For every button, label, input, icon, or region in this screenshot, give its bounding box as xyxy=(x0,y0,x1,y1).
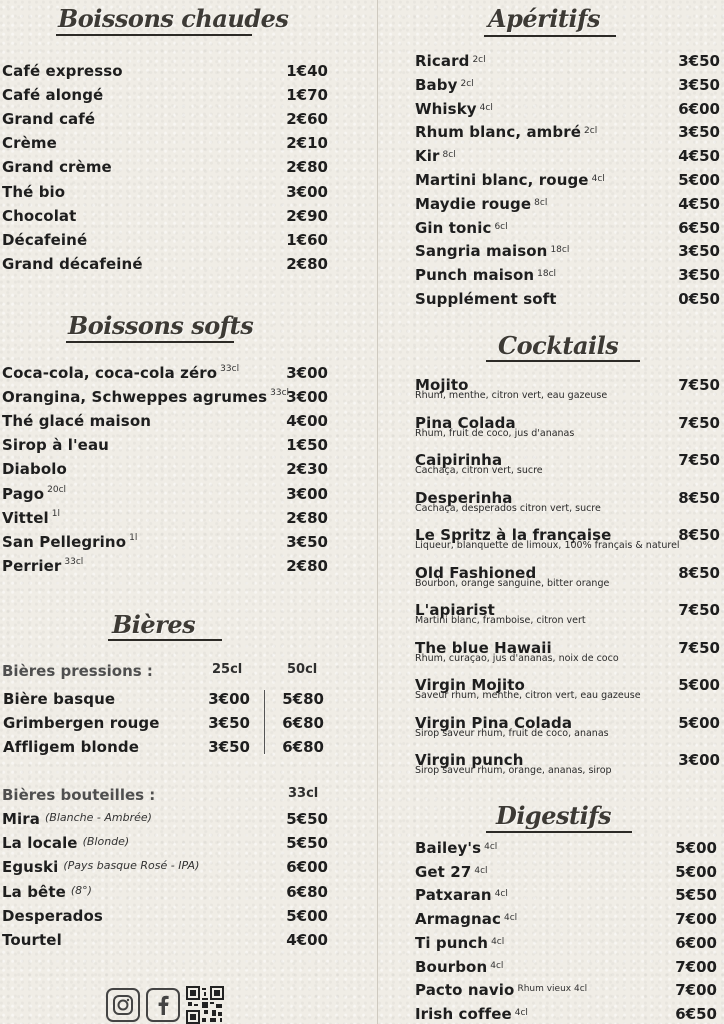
menu-item xyxy=(2,858,199,880)
item-price: 3€50 xyxy=(208,714,250,732)
item-price: 2€90 xyxy=(286,206,328,225)
item-name: Maydie rouge xyxy=(415,194,532,213)
menu-item xyxy=(2,907,103,929)
item-name: Patxaran xyxy=(415,886,492,905)
item-name: Virgin Pina Colada xyxy=(415,713,573,732)
item-price: 3€50 xyxy=(678,75,720,94)
item-volume: 4cl xyxy=(504,913,518,924)
qr-code-icon[interactable] xyxy=(186,986,224,1024)
item-name: Baby xyxy=(415,75,458,94)
item-volume: 4cl xyxy=(474,865,488,876)
item-price: 3€00 xyxy=(678,751,720,769)
menu-item xyxy=(415,147,456,169)
item-name: Kir xyxy=(415,147,440,166)
item-price: 5€50 xyxy=(675,886,717,905)
item-price: 7€00 xyxy=(675,957,717,976)
item-price: 8€50 xyxy=(678,563,720,582)
item-price: 3€50 xyxy=(678,52,720,70)
menu-item xyxy=(2,485,66,507)
item-price: 5€00 xyxy=(678,171,720,189)
title-underline xyxy=(484,35,616,37)
item-price: 3€00 xyxy=(286,364,328,382)
title-underline xyxy=(56,34,252,36)
item-volume: 4cl xyxy=(514,1007,528,1018)
title-underline xyxy=(66,341,234,343)
title-underline xyxy=(108,639,222,641)
menu-item xyxy=(2,134,57,156)
item-price: 3€50 xyxy=(678,242,720,261)
item-name: Grand crème xyxy=(2,158,112,177)
item-volume: 8cl xyxy=(442,150,456,161)
item-name: Crème xyxy=(2,134,57,153)
item-name: La locale xyxy=(2,834,78,853)
item-price: 3€50 xyxy=(678,123,720,142)
item-price: 7€50 xyxy=(678,413,720,432)
item-name: Get 27 xyxy=(415,862,472,881)
item-price: 6€00 xyxy=(286,858,328,877)
item-name: Desperados xyxy=(2,906,103,925)
column-header-50cl: 50cl xyxy=(287,662,318,677)
item-name: Irish coffee xyxy=(415,1004,512,1023)
menu-item xyxy=(3,738,139,760)
item-description: Sirop saveur rhum, orange, ananas, sirop xyxy=(415,765,612,776)
menu-item xyxy=(415,839,497,861)
item-name: Bière basque xyxy=(3,690,116,708)
menu-item xyxy=(415,52,486,74)
item-description: Bourbon, orange sanguine, bitter orange xyxy=(415,577,610,589)
item-name: Tourtel xyxy=(2,931,62,949)
item-price: 5€80 xyxy=(282,690,324,708)
item-price: 2€80 xyxy=(286,254,328,273)
item-price: 6€50 xyxy=(675,1004,717,1023)
item-price: 3€00 xyxy=(286,484,328,503)
item-description: Sirop saveur rhum, fruit de coco, ananas xyxy=(415,727,609,739)
item-description: Rhum, fruit de coco, jus d'ananas xyxy=(415,427,575,439)
instagram-icon[interactable] xyxy=(106,988,140,1022)
menu-item xyxy=(3,714,160,736)
menu-item xyxy=(415,981,587,1003)
menu-item xyxy=(415,219,508,241)
item-price: 1€40 xyxy=(286,62,328,80)
facebook-icon[interactable] xyxy=(146,988,180,1022)
item-price: 7€50 xyxy=(678,638,720,657)
section-title-aperitifs: Apéritifs xyxy=(488,4,600,33)
menu-item xyxy=(2,183,65,205)
item-price: 5€00 xyxy=(675,839,717,857)
item-price: 3€50 xyxy=(678,266,720,285)
column-header-33cl: 33cl xyxy=(288,786,319,801)
item-volume: 1l xyxy=(129,532,138,543)
item-description: Martini blanc, framboise, citron vert xyxy=(415,615,586,626)
item-description: Saveur rhum, menthe, citron vert, eau gazeuse xyxy=(415,690,641,701)
item-name: Grand café xyxy=(2,110,96,129)
item-volume: 2cl xyxy=(472,55,486,65)
item-price: 5€00 xyxy=(678,713,720,732)
item-name: Caipirinha xyxy=(415,451,503,469)
item-name: Pacto navio xyxy=(415,981,515,1000)
menu-item xyxy=(415,100,493,122)
item-name: Mojito xyxy=(415,376,469,394)
item-price: 4€00 xyxy=(286,931,328,949)
item-name: Mira xyxy=(2,810,40,828)
item-volume: 8cl xyxy=(534,197,548,208)
menu-item xyxy=(2,533,137,555)
item-price: 5€50 xyxy=(286,810,328,828)
draft-beers-header: Bières pressions : xyxy=(2,662,153,680)
menu-item xyxy=(415,266,556,288)
section-title-softs: Boissons softs xyxy=(68,311,254,340)
item-price: 2€30 xyxy=(286,460,328,479)
item-volume: 4cl xyxy=(484,842,498,852)
item-price: 4€50 xyxy=(678,194,720,213)
item-price: 2€80 xyxy=(286,556,328,575)
item-name: Affligem blonde xyxy=(3,738,139,756)
item-name: Martini blanc, rouge xyxy=(415,171,589,189)
item-volume: 6cl xyxy=(494,221,508,232)
menu-item xyxy=(2,412,151,434)
menu-item xyxy=(2,207,76,229)
item-name: Diabolo xyxy=(2,460,67,479)
menu-item xyxy=(2,255,143,277)
item-name: Bailey's xyxy=(415,839,482,857)
item-name: Grimbergen rouge xyxy=(3,714,160,732)
menu-item xyxy=(2,364,239,386)
item-name: Whisky xyxy=(415,99,477,118)
item-price: 8€50 xyxy=(678,526,720,544)
menu-item xyxy=(415,934,504,956)
menu-item xyxy=(2,883,92,905)
item-volume: 4cl xyxy=(479,102,493,113)
item-price: 7€50 xyxy=(678,451,720,469)
menu-item xyxy=(415,886,508,908)
menu-item xyxy=(2,931,62,953)
item-volume: 33cl xyxy=(270,388,290,399)
item-volume: 4cl xyxy=(490,960,504,971)
item-price: 2€80 xyxy=(286,158,328,177)
item-name: Thé glacé maison xyxy=(2,412,151,431)
item-name: La bête xyxy=(2,882,66,901)
menu-item xyxy=(415,958,503,980)
bottle-beers-header: Bières bouteilles : xyxy=(2,786,156,804)
item-volume: 33cl xyxy=(220,364,240,374)
item-price: 3€00 xyxy=(286,388,328,407)
item-name: Ti punch xyxy=(415,933,489,952)
item-description: Liqueur, blanquette de limoux, 100% français & naturel xyxy=(415,540,680,551)
menu-item xyxy=(415,123,597,145)
item-volume: 4cl xyxy=(494,889,508,900)
item-name: Vittel xyxy=(2,508,49,527)
menu-item xyxy=(3,690,115,712)
item-price: 8€50 xyxy=(678,488,720,507)
menu-item xyxy=(415,195,547,217)
menu-item xyxy=(2,62,123,84)
item-name: Perrier xyxy=(2,556,62,575)
item-price: 7€00 xyxy=(675,981,717,1000)
item-volume: 18cl xyxy=(550,245,570,256)
item-name: Virgin punch xyxy=(415,751,524,769)
menu-item xyxy=(415,290,557,312)
menu-item xyxy=(415,910,517,932)
item-name: Thé bio xyxy=(2,182,66,201)
item-price: 3€00 xyxy=(286,182,328,201)
item-price: 6€00 xyxy=(675,933,717,952)
item-price: 7€50 xyxy=(678,601,720,619)
menu-item xyxy=(2,810,152,832)
column-header-25cl: 25cl xyxy=(212,662,243,677)
item-note: (8°) xyxy=(70,883,92,897)
item-name: San Pellegrino xyxy=(2,532,127,551)
item-price: 5€00 xyxy=(675,862,717,881)
item-description: Cachaça, citron vert, sucre xyxy=(415,465,543,476)
section-title-hot-drinks: Boissons chaudes xyxy=(58,4,289,33)
social-icons xyxy=(106,986,224,1024)
item-volume: Rhum vieux 4cl xyxy=(517,984,588,995)
item-price: 6€80 xyxy=(282,738,324,756)
item-name: Gin tonic xyxy=(415,218,492,237)
title-underline xyxy=(486,360,640,362)
item-price: 3€00 xyxy=(208,690,250,708)
item-name: Ricard xyxy=(415,52,470,70)
item-name: Punch maison xyxy=(415,266,535,285)
item-name: Virgin Mojito xyxy=(415,676,525,694)
item-volume: 1l xyxy=(51,508,60,519)
menu-item xyxy=(2,460,67,482)
item-name: Le Spritz à la française xyxy=(415,526,612,544)
item-name: Café expresso xyxy=(2,62,123,80)
item-note: (Blonde) xyxy=(82,835,130,849)
menu-item xyxy=(415,76,474,98)
item-name: Eguski xyxy=(2,858,59,877)
section-title-beers: Bières xyxy=(112,610,196,639)
menu-item xyxy=(2,557,83,579)
item-price: 2€10 xyxy=(286,134,328,153)
item-name: L'apiarist xyxy=(415,601,495,619)
item-price: 4€00 xyxy=(286,412,328,431)
item-name: Pina Colada xyxy=(415,413,516,432)
item-note: (Pays basque Rosé - IPA) xyxy=(63,859,200,873)
menu-item xyxy=(415,171,605,193)
item-price: 7€00 xyxy=(675,910,717,929)
item-price: 6€00 xyxy=(678,99,720,118)
item-price: 2€80 xyxy=(286,508,328,527)
item-price: 5€50 xyxy=(286,834,328,853)
item-price: 5€00 xyxy=(678,676,720,694)
menu-item xyxy=(2,158,112,180)
menu-item xyxy=(415,1005,528,1024)
item-name: The blue Hawaii xyxy=(415,638,552,657)
item-name: Supplément soft xyxy=(415,290,557,308)
menu-item xyxy=(2,231,87,253)
item-name: Sirop à l'eau xyxy=(2,436,109,455)
item-volume: 20cl xyxy=(47,484,67,495)
item-name: Bourbon xyxy=(415,957,488,976)
item-volume: 4cl xyxy=(491,936,505,947)
item-name: Pago xyxy=(2,484,45,503)
menu-item xyxy=(415,863,488,885)
item-name: Café alongé xyxy=(2,86,104,105)
title-underline xyxy=(486,831,632,833)
section-title-digestifs: Digestifs xyxy=(496,801,612,830)
item-price: 1€50 xyxy=(286,436,328,455)
menu-item xyxy=(415,242,569,264)
item-volume: 4cl xyxy=(591,174,605,184)
item-price: 2€60 xyxy=(286,110,328,129)
item-price: 4€50 xyxy=(678,147,720,166)
item-name: Grand décafeiné xyxy=(2,254,143,273)
column-divider xyxy=(377,0,378,1024)
item-price: 6€50 xyxy=(678,218,720,237)
item-price: 5€00 xyxy=(286,906,328,925)
item-price: 6€80 xyxy=(286,882,328,901)
item-description: Rhum, menthe, citron vert, eau gazeuse xyxy=(415,390,608,401)
item-name: Orangina, Schweppes agrumes xyxy=(2,388,268,407)
section-title-cocktails: Cocktails xyxy=(498,331,619,360)
item-price: 3€50 xyxy=(208,738,250,756)
item-volume: 2cl xyxy=(584,126,598,137)
menu-item xyxy=(2,388,289,410)
item-description: Cachaça, desperados citron vert, sucre xyxy=(415,502,601,514)
item-name: Old Fashioned xyxy=(415,563,537,582)
menu-item xyxy=(2,436,109,458)
item-name: Coca-cola, coca-cola zéro xyxy=(2,364,218,382)
menu-item xyxy=(2,86,103,108)
item-name: Rhum blanc, ambré xyxy=(415,123,582,142)
item-name: Décafeiné xyxy=(2,230,88,249)
item-price: 0€50 xyxy=(678,290,720,308)
item-price: 6€80 xyxy=(282,714,324,732)
price-column-separator xyxy=(264,690,265,754)
item-note: (Blanche - Ambrée) xyxy=(45,811,152,824)
item-price: 1€70 xyxy=(286,86,328,105)
item-price: 3€50 xyxy=(286,532,328,551)
menu-item xyxy=(2,110,95,132)
item-price: 1€60 xyxy=(286,230,328,249)
menu-item xyxy=(2,509,60,531)
item-name: Chocolat xyxy=(2,206,77,225)
item-description: Rhum, curaçao, jus d'ananas, noix de coco xyxy=(415,652,619,664)
item-volume: 18cl xyxy=(537,269,557,280)
item-name: Armagnac xyxy=(415,910,501,929)
item-volume: 2cl xyxy=(460,78,474,89)
item-name: Desperinha xyxy=(415,488,513,507)
item-price: 7€50 xyxy=(678,376,720,394)
menu-item xyxy=(2,834,129,856)
item-volume: 33cl xyxy=(64,556,84,567)
item-name: Sangria maison xyxy=(415,242,548,261)
